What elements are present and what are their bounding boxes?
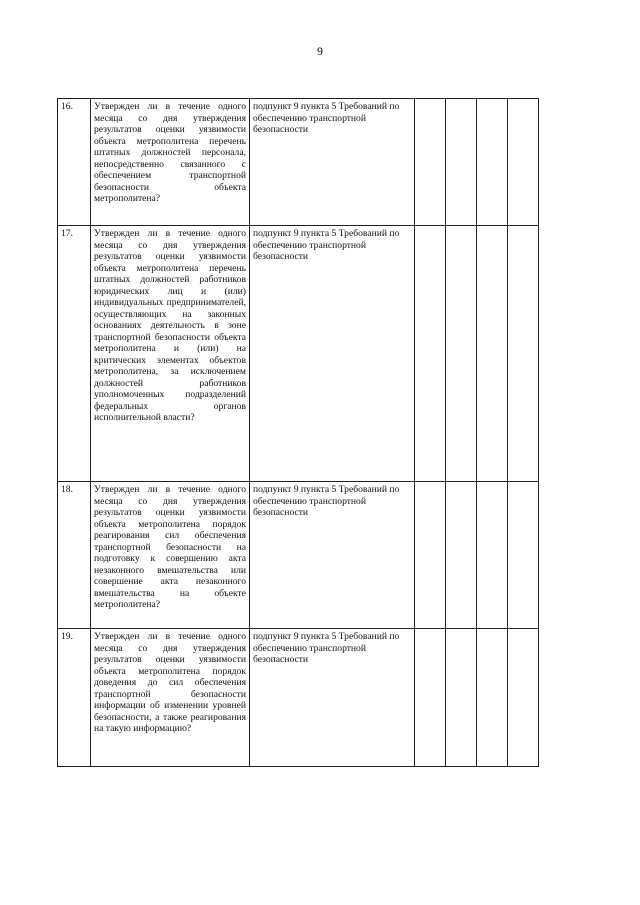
row-number: 19. (58, 629, 91, 767)
page-number: 9 (317, 44, 323, 58)
answer-cell-na[interactable] (477, 226, 508, 482)
row-reference: подпункт 9 пункта 5 Требований по обеспечению транспортной безопасности (250, 226, 415, 482)
row-question: Утвержден ли в течение одного месяца со дня утверждения результатов оценки уязвимости объекта метрополитена перечень штатных должностей персонала, непосредственно связанного с обеспечением транспортной безопасности объекта метрополитена? (91, 99, 250, 226)
answer-cell-no[interactable] (446, 226, 477, 482)
answer-cell-yes[interactable] (415, 629, 446, 767)
checklist-table (57, 98, 539, 767)
answer-cell-no[interactable] (446, 629, 477, 767)
table-row (58, 99, 539, 226)
table-row (58, 226, 539, 482)
answer-cell-na[interactable] (477, 99, 508, 226)
answer-cell-yes[interactable] (415, 482, 446, 629)
answer-cell-na[interactable] (477, 482, 508, 629)
row-reference: подпункт 9 пункта 5 Требований по обеспечению транспортной безопасности (250, 629, 415, 767)
row-number: 18. (58, 482, 91, 629)
answer-cell-no[interactable] (446, 99, 477, 226)
answer-cell-na[interactable] (477, 629, 508, 767)
answer-cell-no[interactable] (446, 482, 477, 629)
table-row (58, 629, 539, 767)
row-number: 16. (58, 99, 91, 226)
answer-cell-yes[interactable] (415, 99, 446, 226)
row-reference: подпункт 9 пункта 5 Требований по обеспечению транспортной безопасности (250, 482, 415, 629)
answer-cell-notes[interactable] (508, 482, 539, 629)
row-question: Утвержден ли в течение одного месяца со дня утверждения результатов оценки уязвимости объекта метрополитена перечень штатных должностей работников юридических лиц и (или) индивидуальных предпринимателей, осуществляющих на законных основаниях деятельность в зоне транспортной безопасности объекта метрополитена и (или) на критических элементах объектов метрополитена, за исключением должностей работников уполномоченных подразделений федеральных органов исполнительной власти? (91, 226, 250, 482)
row-reference: подпункт 9 пункта 5 Требований по обеспечению транспортной безопасности (250, 99, 415, 226)
row-number: 17. (58, 226, 91, 482)
table-row (58, 482, 539, 629)
row-question: Утвержден ли в течение одного месяца со дня утверждения результатов оценки уязвимости объекта метрополитена порядок реагирования сил обеспечения транспортной безопасности на подготовку к совершению акта незаконного вмешательства или совершение акта незаконного вмешательства на объекте метрополитена? (91, 482, 250, 629)
answer-cell-notes[interactable] (508, 629, 539, 767)
row-question: Утвержден ли в течение одного месяца со дня утверждения результатов оценки уязвимости объекта метрополитена порядок доведения до сил обеспечения транспортной безопасности информации об изменении уровней безопасности, а также реагирования на такую информацию? (91, 629, 250, 767)
answer-cell-notes[interactable] (508, 226, 539, 482)
answer-cell-yes[interactable] (415, 226, 446, 482)
answer-cell-notes[interactable] (508, 99, 539, 226)
